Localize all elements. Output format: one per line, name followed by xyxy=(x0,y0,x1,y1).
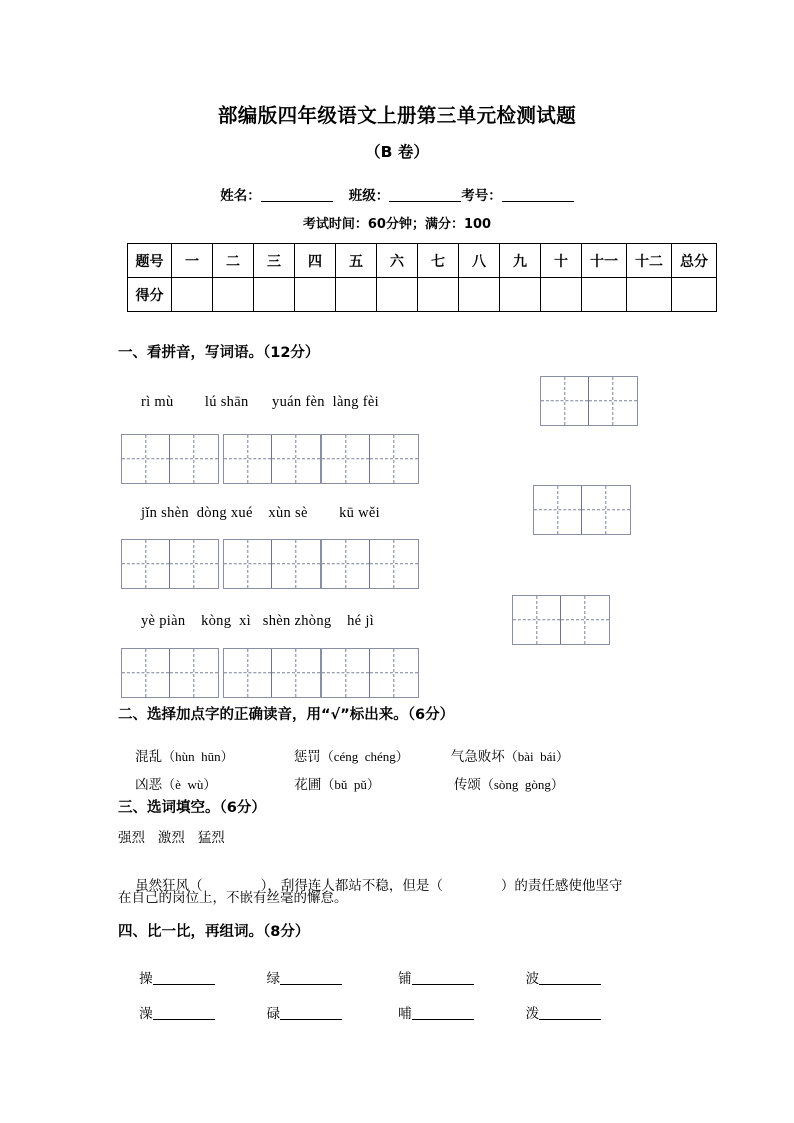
col-header-1: 一 xyxy=(172,244,213,278)
s2-options-2[interactable]: （céng chéng） xyxy=(320,749,409,764)
tianzige-group-2-2[interactable] xyxy=(223,539,321,589)
tianzige-group-3-1[interactable] xyxy=(121,648,219,698)
score-cell-3[interactable] xyxy=(254,278,295,312)
s4-char-6: 碌 xyxy=(266,1006,281,1022)
tianzige-cell[interactable] xyxy=(170,435,218,483)
section-3-heading: 三、选词填空。（6分） xyxy=(118,800,266,816)
page-subtitle: （B 卷） xyxy=(365,143,429,161)
s4-blank-6[interactable] xyxy=(280,1006,342,1020)
tianzige-group-1-4[interactable] xyxy=(540,376,638,426)
score-cell-total[interactable] xyxy=(672,278,717,312)
score-cell-5[interactable] xyxy=(336,278,377,312)
tianzige-cell[interactable] xyxy=(322,540,370,588)
col-header-12: 十二 xyxy=(627,244,672,278)
score-cell-8[interactable] xyxy=(459,278,500,312)
pinyin-row-3: yè piàn kòng xì shèn zhòng hé jì xyxy=(141,613,374,629)
col-header-2: 二 xyxy=(213,244,254,278)
s4-char-3: 铺 xyxy=(398,971,412,987)
col-header-10: 十 xyxy=(541,244,582,278)
col-header-11: 十一 xyxy=(582,244,627,278)
col-header-9: 九 xyxy=(500,244,541,278)
tianzige-group-2-4[interactable] xyxy=(533,485,631,535)
tianzige-cell[interactable] xyxy=(170,540,218,588)
tianzige-cell[interactable] xyxy=(534,486,582,534)
s4-blank-5[interactable] xyxy=(153,1006,215,1020)
tianzige-cell[interactable] xyxy=(224,540,272,588)
tianzige-cell[interactable] xyxy=(541,377,589,425)
tianzige-cell[interactable] xyxy=(561,596,609,644)
tianzige-group-2-3[interactable] xyxy=(321,539,419,589)
class-field[interactable] xyxy=(389,188,461,202)
section-4-row-2 xyxy=(122,986,601,1038)
s4-blank-1[interactable] xyxy=(153,971,215,985)
tianzige-cell[interactable] xyxy=(122,649,170,697)
s2-options-4[interactable]: （è wù） xyxy=(162,777,217,792)
col-header-8: 八 xyxy=(459,244,500,278)
tianzige-cell[interactable] xyxy=(582,486,630,534)
score-cell-2[interactable] xyxy=(213,278,254,312)
col-header-total: 总分 xyxy=(672,244,717,278)
s4-blank-7[interactable] xyxy=(412,1006,474,1020)
tianzige-group-3-3[interactable] xyxy=(321,648,419,698)
s4-char-1: 操 xyxy=(139,971,153,987)
score-cell-1[interactable] xyxy=(172,278,213,312)
col-header-6: 六 xyxy=(377,244,418,278)
s4-blank-3[interactable] xyxy=(412,971,474,985)
s2-word-1: 混乱 xyxy=(135,749,163,765)
section-1-heading: 一、看拼音，写词语。（12分） xyxy=(118,345,320,361)
tianzige-cell[interactable] xyxy=(370,540,418,588)
tianzige-cell[interactable] xyxy=(272,435,320,483)
tianzige-cell[interactable] xyxy=(272,540,320,588)
col-header-4: 四 xyxy=(295,244,336,278)
s3-sentence-part-2: ），刮得连人都站不稳，但是（ xyxy=(260,878,443,894)
s4-char-2: 绿 xyxy=(266,971,281,987)
score-cell-12[interactable] xyxy=(627,278,672,312)
score-cell-7[interactable] xyxy=(418,278,459,312)
s3-sentence-part-1: 虽然狂风（ xyxy=(135,878,203,894)
name-label: 姓名： xyxy=(220,188,261,204)
s4-char-8: 泼 xyxy=(525,1006,540,1022)
s2-options-5[interactable]: （bǔ pǔ） xyxy=(321,777,380,792)
tianzige-group-3-4[interactable] xyxy=(512,595,610,645)
section-2-heading: 二、选择加点字的正确读音，用“√”标出来。（6分） xyxy=(118,707,455,723)
tianzige-group-1-1[interactable] xyxy=(121,434,219,484)
tianzige-group-3-2[interactable] xyxy=(223,648,321,698)
tianzige-cell[interactable] xyxy=(322,435,370,483)
pinyin-row-2: jǐn shèn dòng xué xùn sè kū wěi xyxy=(141,505,380,521)
score-cell-10[interactable] xyxy=(541,278,582,312)
tianzige-group-1-2[interactable] xyxy=(223,434,321,484)
row-label-question-number: 题号 xyxy=(128,244,172,278)
s4-char-4: 波 xyxy=(525,971,540,987)
page-title: 部编版四年级语文上册第三单元检测试题 xyxy=(217,104,577,127)
s4-char-5: 澡 xyxy=(139,1006,153,1022)
pinyin-row-1: rì mù lú shān yuán fèn làng fèi xyxy=(141,394,379,410)
score-table xyxy=(127,243,717,312)
score-cell-11[interactable] xyxy=(582,278,627,312)
tianzige-cell[interactable] xyxy=(370,435,418,483)
s2-word-3: 气急败坏 xyxy=(450,749,505,765)
tianzige-cell[interactable] xyxy=(122,435,170,483)
s2-options-1[interactable]: （hùn hūn） xyxy=(162,749,234,764)
tianzige-cell[interactable] xyxy=(589,377,637,425)
score-cell-4[interactable] xyxy=(295,278,336,312)
tianzige-cell[interactable] xyxy=(272,649,320,697)
s4-blank-8[interactable] xyxy=(539,1006,601,1020)
tianzige-cell[interactable] xyxy=(513,596,561,644)
tianzige-cell[interactable] xyxy=(170,649,218,697)
score-cell-6[interactable] xyxy=(377,278,418,312)
s4-blank-4[interactable] xyxy=(539,971,601,985)
tianzige-cell[interactable] xyxy=(370,649,418,697)
tianzige-cell[interactable] xyxy=(224,435,272,483)
exam-info: 考试时间：60分钟；满分：100 xyxy=(302,217,492,232)
score-table-wrapper xyxy=(127,243,717,312)
section-4-heading: 四、比一比，再组词。（8分） xyxy=(118,924,310,940)
s4-char-7: 哺 xyxy=(398,1006,412,1022)
s2-word-2: 惩罚 xyxy=(293,749,321,765)
s3-sentence-part-3: ）的责任感使他坚守 xyxy=(500,878,623,894)
tianzige-cell[interactable] xyxy=(122,540,170,588)
s2-word-4: 凶恶 xyxy=(135,777,163,793)
table-row-headers xyxy=(128,244,717,278)
class-label: 班级： xyxy=(348,188,390,204)
s2-options-6[interactable]: （sòng gòng） xyxy=(480,777,564,792)
student-id-field[interactable] xyxy=(502,188,574,202)
col-header-7: 七 xyxy=(418,244,459,278)
tianzige-group-1-3[interactable] xyxy=(321,434,419,484)
s4-blank-2[interactable] xyxy=(280,971,342,985)
student-info-line xyxy=(0,184,794,204)
name-field[interactable] xyxy=(261,188,333,202)
s2-word-6: 传颂 xyxy=(453,777,481,793)
s2-options-3[interactable]: （bài bái） xyxy=(504,749,570,764)
tianzige-group-2-1[interactable] xyxy=(121,539,219,589)
row-label-score: 得分 xyxy=(128,278,172,312)
section-3-choices: 强烈 激烈 猛烈 xyxy=(118,830,225,846)
tianzige-cell[interactable] xyxy=(224,649,272,697)
section-3-sentence-line-2: 在自己的岗位上，不嵌有丝毫的懈怠。 xyxy=(118,890,348,906)
col-header-3: 三 xyxy=(254,244,295,278)
s2-word-5: 花圃 xyxy=(294,777,322,793)
tianzige-cell[interactable] xyxy=(322,649,370,697)
table-row-scores xyxy=(128,278,717,312)
id-label: 考号： xyxy=(461,188,502,204)
col-header-5: 五 xyxy=(336,244,377,278)
score-cell-9[interactable] xyxy=(500,278,541,312)
